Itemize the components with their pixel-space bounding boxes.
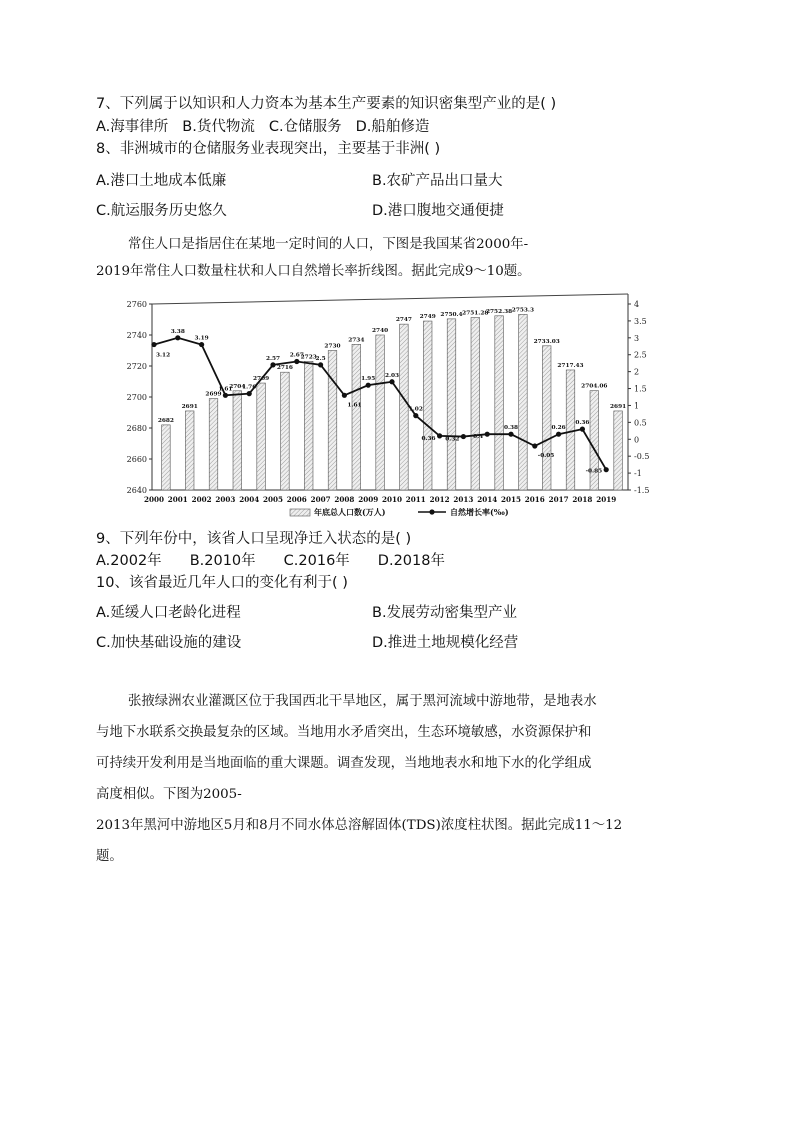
right-tick-label: 1 (634, 401, 640, 411)
x-tick-label: 2004 (239, 495, 260, 504)
growth-rate-label: 1.76 (242, 384, 257, 391)
left-tick-label: 2680 (126, 424, 147, 433)
population-bar-label: 2691 (610, 403, 627, 410)
x-tick-label: 2005 (262, 495, 284, 504)
right-tick-label: -0.5 (634, 452, 650, 462)
growth-rate-label: 2.67 (289, 352, 304, 359)
q9-option-a[interactable]: A.2002年 (96, 553, 162, 569)
legend-bar-swatch (290, 509, 310, 516)
population-bar-label: 2740 (372, 328, 389, 334)
population-bar-label: 2733.03 (533, 338, 560, 345)
population-bar-label: 2716 (276, 365, 293, 372)
growth-rate-label: 2.57 (265, 355, 281, 362)
population-bar (447, 319, 456, 490)
q9-stem: 9、下列年份中，该省人口呈现净迁入状态的是( ) (96, 531, 412, 547)
x-tick-label: 2013 (453, 495, 474, 504)
growth-rate-point (223, 393, 228, 398)
q8-option-a[interactable]: A.港口土地成本低廉 (96, 173, 227, 189)
left-tick-label: 2740 (126, 331, 147, 340)
left-tick-label: 2760 (126, 300, 147, 309)
growth-rate-point (294, 359, 299, 364)
population-bar (566, 370, 575, 490)
right-tick-label: 1.5 (634, 384, 647, 394)
growth-rate-point (580, 427, 585, 432)
legend-line-marker (429, 509, 434, 514)
q7-option-d[interactable]: D.船舶修造 (355, 119, 430, 135)
right-tick-label: 3.5 (634, 316, 647, 326)
population-bar (162, 425, 171, 490)
population-bar-label: 2691 (181, 403, 198, 410)
population-bar (495, 316, 504, 490)
growth-rate-point (318, 362, 323, 367)
growth-rate-point (270, 362, 275, 367)
population-bar (257, 383, 266, 490)
legend-bar-label: 年底总人口数(万人) (314, 507, 386, 517)
growth-rate-point (485, 432, 490, 437)
legend-line-label: 自然增长率(‰) (450, 507, 509, 517)
population-bar-label: 2717.43 (557, 362, 584, 369)
q7-option-a[interactable]: A.海事律所 (96, 119, 169, 135)
q8-option-c[interactable]: C.航运服务历史悠久 (96, 203, 227, 219)
intro2-line4: 高度相似。下图为2005- (96, 787, 242, 802)
growth-rate-label: 1.61 (218, 386, 233, 393)
x-tick-label: 2008 (334, 495, 355, 504)
growth-rate-label: 1.95 (361, 376, 376, 383)
x-tick-label: 2000 (143, 495, 165, 504)
population-bar-label: 2734 (348, 337, 365, 344)
growth-rate-point (342, 393, 347, 398)
intro2-line2: 与地下水联系交换最复杂的区域。当地用水矛盾突出，生态环境敏感，水资源保护和 (96, 725, 592, 740)
right-tick-label: 3 (634, 333, 640, 343)
population-bar-label: 2709 (253, 376, 270, 383)
population-bar (423, 321, 432, 490)
q8-option-d[interactable]: D.港口腹地交通便捷 (372, 203, 504, 219)
population-bar-label: 2723 (300, 354, 317, 361)
growth-rate-point (604, 467, 609, 472)
right-tick-label: 2.5 (634, 350, 647, 360)
x-tick-label: 2011 (405, 495, 426, 504)
population-bar-label: 2730 (324, 343, 341, 350)
population-bar-label: 2751.28 (462, 310, 489, 317)
growth-rate-label: -0.05 (537, 453, 555, 460)
x-tick-label: 2001 (167, 495, 188, 504)
growth-rate-label: 0.38 (503, 425, 519, 432)
population-bar-label: 2750.4 (440, 311, 463, 318)
q8-stem: 8、非洲城市的仓储服务业表现突出，主要基于非洲( ) (96, 141, 441, 157)
growth-rate-point (413, 413, 418, 418)
growth-rate-label: 0.36 (421, 435, 436, 442)
x-tick-label: 2018 (572, 495, 593, 504)
population-bar (590, 391, 599, 490)
left-tick-label: 2660 (126, 455, 147, 464)
right-tick-label: 4 (634, 300, 640, 309)
growth-rate-label: 2.5 (315, 355, 326, 362)
q9-option-b[interactable]: B.2010年 (189, 553, 256, 569)
right-tick-label: 2 (634, 367, 640, 377)
growth-rate-label: 0.32 (445, 436, 460, 443)
x-tick-label: 2006 (286, 495, 307, 504)
growth-rate-label: -0.85 (585, 468, 603, 475)
q7-option-c[interactable]: C.仓储服务 (268, 119, 342, 135)
right-tick-label: 0 (634, 435, 640, 445)
population-bar (519, 314, 528, 490)
population-bar (233, 391, 242, 490)
growth-rate-point (175, 335, 180, 340)
growth-rate-label: 0.36 (575, 420, 590, 427)
population-bar (542, 346, 551, 490)
growth-rate-point (508, 432, 513, 437)
growth-rate-point (151, 342, 156, 347)
population-bar-label: 2752.38 (485, 308, 513, 315)
population-bar-label: 2749 (419, 314, 436, 321)
intro1-line2: 2019年常住人口数量柱状和人口自然增长率折线图。据此完成9～10题。 (96, 264, 531, 279)
x-tick-label: 2017 (548, 495, 569, 504)
growth-rate-label: 2.03 (384, 372, 400, 379)
population-bar (614, 411, 623, 490)
q7-options (96, 117, 443, 137)
intro2-line3: 可持续开发利用是当地面临的重大课题。调查发现，当地地表水和地下水的化学组成 (96, 756, 592, 771)
growth-rate-point (247, 391, 252, 396)
growth-rate-point (199, 342, 204, 347)
growth-rate-point (437, 433, 442, 438)
left-tick-label: 2700 (126, 393, 147, 402)
q9-option-d[interactable]: D.2018年 (377, 553, 445, 569)
population-bar (471, 318, 480, 490)
growth-rate-label: 0.4 (473, 434, 484, 441)
q10-option-b[interactable]: B.发展劳动密集型产业 (372, 605, 518, 621)
right-tick-label: -1.5 (634, 486, 650, 495)
population-bar (376, 335, 385, 490)
growth-rate-label: 1.61 (347, 402, 362, 409)
x-tick-label: 2010 (381, 495, 403, 504)
x-tick-label: 2009 (358, 495, 379, 504)
intro2-line6: 题。 (96, 849, 123, 864)
right-tick-label: 0.5 (634, 418, 647, 428)
q9-option-c[interactable]: C.2016年 (283, 553, 350, 569)
right-tick-label: -1 (634, 469, 642, 479)
growth-rate-label: 3.19 (194, 335, 209, 342)
x-tick-label: 2003 (215, 495, 236, 504)
x-tick-label: 2016 (524, 495, 545, 504)
growth-rate-point (366, 383, 371, 388)
growth-rate-point (556, 432, 561, 437)
intro2-line5: 2013年黑河中游地区5月和8月不同水体总溶解固体(TDS)浓度柱状图。据此完成11～12 (96, 818, 623, 833)
growth-rate-point (461, 434, 466, 439)
q10-stem: 10、该省最近几年人口的变化有利于( ) (96, 575, 348, 591)
q10-option-a[interactable]: A.延缓人口老龄化进程 (96, 605, 241, 621)
x-tick-label: 2002 (191, 495, 212, 504)
population-bar (304, 361, 313, 490)
population-bar (281, 372, 290, 490)
population-bar-label: 2747 (395, 317, 412, 324)
population-bar (352, 344, 361, 490)
x-tick-label: 2014 (477, 495, 498, 504)
population-bar-label: 2704 (229, 383, 246, 390)
x-tick-label: 2019 (596, 495, 617, 504)
growth-rate-point (389, 379, 394, 384)
population-bar (400, 324, 409, 490)
growth-rate-point (532, 443, 537, 448)
q7-stem: 7、下列属于以知识和人力资本为基本生产要素的知识密集型产业的是( ) (96, 96, 557, 112)
population-bar (185, 411, 194, 490)
population-bar-label: 2704.06 (581, 383, 608, 390)
q7-option-b[interactable]: B.货代物流 (182, 119, 255, 135)
left-tick-label: 2720 (126, 362, 147, 371)
population-bar-label: 2682 (157, 417, 174, 424)
x-tick-label: 2015 (500, 495, 522, 504)
population-chart (118, 284, 658, 526)
q9-options (96, 551, 459, 571)
left-tick-label: 2640 (126, 486, 147, 495)
growth-rate-label: 0.26 (551, 425, 566, 432)
intro1-line1: 常住人口是指居住在某地一定时间的人口，下图是我国某省2000年- (128, 237, 529, 252)
growth-rate-label: 3.12 (156, 352, 171, 359)
intro2-line1: 张掖绿洲农业灌溉区位于我国西北干旱地区，属于黑河流域中游地带，是地表水 (128, 694, 597, 709)
q10-option-d[interactable]: D.推进土地规模化经营 (372, 635, 519, 651)
q8-option-b[interactable]: B.农矿产品出口量大 (372, 173, 503, 189)
population-bar-label: 2753.3 (511, 307, 534, 314)
growth-rate-label: 1.02 (408, 406, 423, 413)
top-frame-line (152, 294, 628, 304)
x-tick-label: 2007 (310, 495, 331, 504)
population-bar (209, 399, 218, 490)
x-tick-label: 2012 (429, 495, 450, 504)
q10-option-c[interactable]: C.加快基础设施的建设 (96, 635, 242, 651)
population-bar (328, 351, 337, 491)
growth-rate-label: 3.38 (170, 328, 185, 335)
population-bar-label: 2699 (205, 391, 222, 398)
